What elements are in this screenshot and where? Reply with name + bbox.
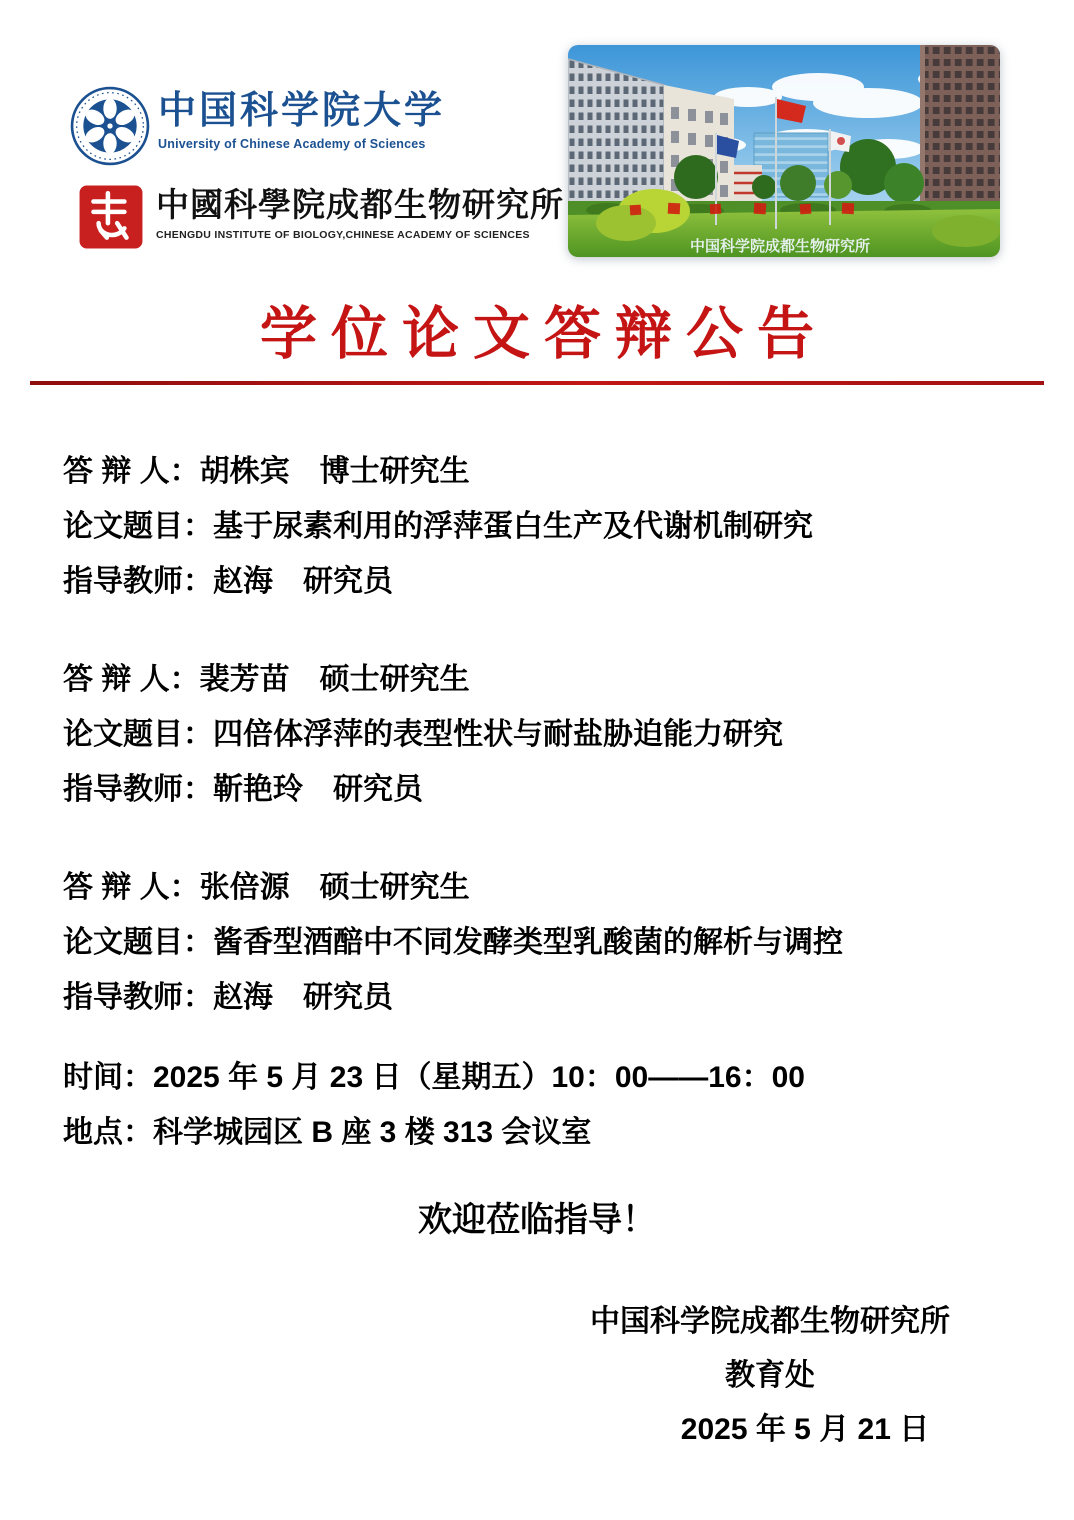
place-label: 地点：	[63, 1116, 153, 1149]
announcement-title: 学位论文答辩公告	[260, 302, 828, 366]
defender-line	[63, 860, 1023, 915]
thesis-title-value: 四倍体浮萍的表型性状与耐盐胁迫能力研究	[213, 718, 783, 751]
advisor-value: 靳艳玲 研究员	[213, 773, 423, 806]
advisor-line	[63, 970, 1023, 1025]
thesis-title-line	[63, 915, 1023, 970]
place-value: 科学城园区 B 座 3 楼 313 会议室	[153, 1116, 592, 1149]
photo-caption: 中国科学院成都生物研究所	[689, 238, 871, 255]
advisor-label: 指导教师：	[63, 981, 213, 1014]
defender-line	[63, 444, 1023, 499]
advisor-value: 赵海 研究员	[213, 981, 393, 1014]
thesis-title-label: 论文题目：	[63, 510, 213, 543]
defender-value: 胡株宾 博士研究生	[199, 455, 470, 488]
title-underline	[30, 381, 1044, 385]
advisor-line	[63, 554, 1023, 609]
footer-date: 2025 年 5 月 21 日	[680, 1413, 930, 1446]
time-label: 时间：	[63, 1061, 153, 1094]
footer-signature	[560, 1295, 980, 1457]
defense-entry	[63, 652, 1023, 817]
thesis-title-line	[63, 499, 1023, 554]
place-line	[63, 1105, 1023, 1160]
advisor-value: 赵海 研究员	[213, 565, 393, 598]
thesis-title-value: 基于尿素利用的浮萍蛋白生产及代谢机制研究	[213, 510, 813, 543]
ucas-name-en: University of Chinese Academy of Sciences	[158, 137, 426, 151]
footer-org: 中国科学院成都生物研究所	[590, 1305, 950, 1338]
cib-seal-icon	[78, 184, 144, 250]
footer-dept: 教育处	[725, 1359, 815, 1392]
defender-value: 张倍源 硕士研究生	[199, 871, 470, 904]
ucas-logo	[70, 86, 445, 166]
thesis-title-value: 酱香型酒醅中不同发酵类型乳酸菌的解析与调控	[213, 926, 843, 959]
defender-label: 答 辩 人：	[63, 663, 200, 696]
welcome-message: 欢迎莅临指导！	[418, 1201, 656, 1239]
cib-logo	[78, 184, 564, 250]
defender-line	[63, 652, 1023, 707]
defense-entry	[63, 860, 1023, 1025]
advisor-line	[63, 762, 1023, 817]
ucas-name-cn: 中国科学院大学	[158, 90, 446, 132]
time-line	[63, 1050, 1023, 1105]
defender-label: 答 辩 人：	[63, 871, 200, 904]
cib-name-en: CHENGDU INSTITUTE OF BIOLOGY,CHINESE ACADEMY OF SCIENCES	[156, 229, 530, 241]
cib-name-cn: 中國科學院成都生物研究所	[156, 186, 564, 223]
defense-entries	[63, 444, 1023, 1068]
thesis-title-line	[63, 707, 1023, 762]
defender-label: 答 辩 人：	[63, 455, 200, 488]
advisor-label: 指导教师：	[63, 565, 213, 598]
advisor-label: 指导教师：	[63, 773, 213, 806]
defender-value: 裴芳苗 硕士研究生	[199, 663, 470, 696]
thesis-title-label: 论文题目：	[63, 926, 213, 959]
ucas-emblem-icon	[70, 86, 150, 166]
time-value: 2025 年 5 月 23 日（星期五）10：00——16：00	[153, 1061, 805, 1094]
thesis-title-label: 论文题目：	[63, 718, 213, 751]
schedule-block	[63, 1050, 1023, 1160]
defense-entry	[63, 444, 1023, 609]
campus-photo	[568, 45, 1000, 257]
